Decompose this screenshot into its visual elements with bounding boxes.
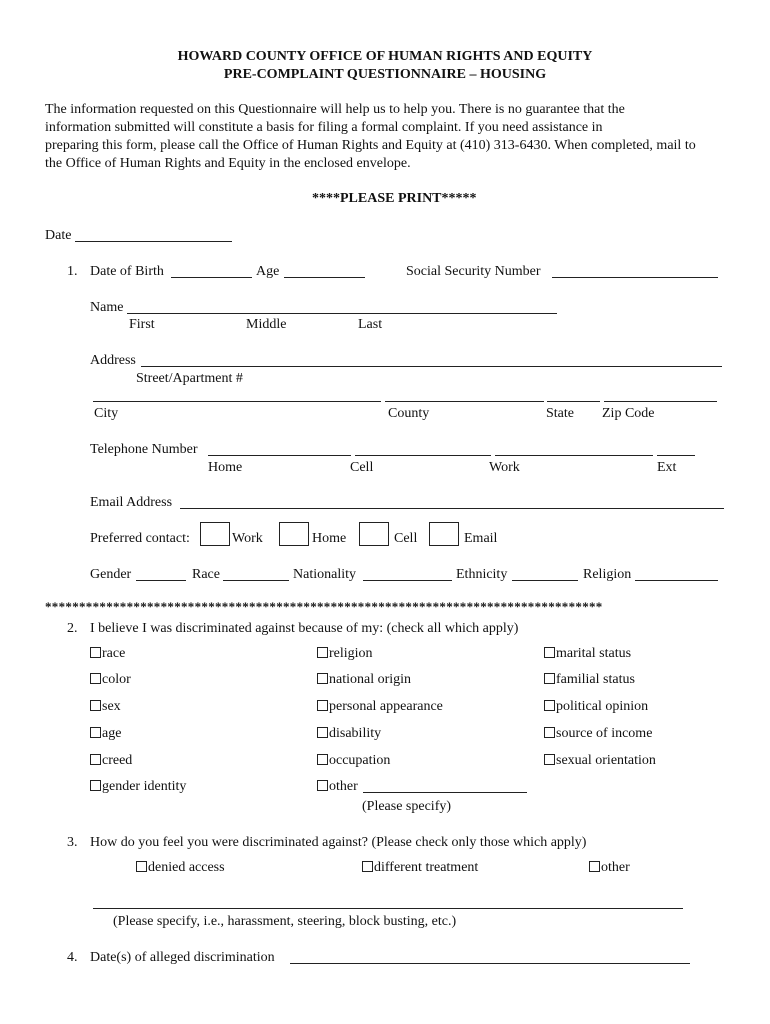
section-3-question: How do you feel you were discriminated against? (Please check only those which apply) [90,835,587,850]
race-label: Race [192,567,220,582]
name-last-sub: Last [358,317,383,332]
section-separator: ********************************************************************************** [45,599,603,614]
gender-field[interactable] [136,580,186,581]
treatment-option[interactable]: other [589,859,630,876]
preferred-home-label: Home [312,531,347,546]
treatment-option[interactable]: denied access [136,859,225,876]
checkbox[interactable] [544,727,555,738]
section-3-number: 3. [67,835,78,850]
race-field[interactable] [223,580,289,581]
treatment-specify-field[interactable] [93,908,683,909]
ethnicity-label: Ethnicity [456,567,508,582]
phone-home-field[interactable] [208,455,351,456]
phone-ext-field[interactable] [657,455,695,456]
other-specify-field[interactable] [363,792,527,793]
basis-option[interactable]: personal appearance [317,698,443,715]
zip-field[interactable] [604,401,717,402]
county-sub: County [388,406,430,421]
age-field[interactable] [284,277,365,278]
phone-label: Telephone Number [90,442,198,457]
address-field[interactable] [141,366,722,367]
basis-option[interactable]: age [90,725,121,742]
date-field[interactable] [75,241,232,242]
treatment-specify-label: (Please specify, i.e., harassment, steering, block busting, etc.) [113,914,457,929]
basis-option[interactable]: source of income [544,725,652,742]
checkbox[interactable] [136,861,147,872]
phone-work-sub: Work [489,460,520,475]
section-2-question: I believe I was discriminated against because of my: (check all which apply) [90,621,519,636]
state-sub: State [546,406,574,421]
basis-option[interactable]: national origin [317,671,411,688]
city-sub: City [94,406,119,421]
section-4-number: 4. [67,950,78,965]
checkbox[interactable] [362,861,373,872]
name-field[interactable] [127,313,557,314]
preferred-work-checkbox[interactable] [200,522,230,546]
basis-option-other[interactable]: other [317,778,358,795]
basis-option[interactable]: marital status [544,645,631,662]
preferred-work-label: Work [232,531,263,546]
checkbox[interactable] [90,700,101,711]
phone-cell-sub: Cell [350,460,374,475]
basis-option[interactable]: race [90,645,125,662]
checkbox[interactable] [544,647,555,658]
preferred-email-label: Email [464,531,498,546]
checkbox[interactable] [90,754,101,765]
checkbox[interactable] [90,780,101,791]
ssn-field[interactable] [552,277,718,278]
ssn-label: Social Security Number [406,264,541,279]
phone-home-sub: Home [208,460,243,475]
name-label: Name [90,300,124,315]
date-label: Date [45,228,72,243]
print-notice: ****PLEASE PRINT***** [312,191,477,206]
basis-option[interactable]: occupation [317,752,390,769]
checkbox[interactable] [589,861,600,872]
checkbox[interactable] [317,754,328,765]
dob-field[interactable] [171,277,252,278]
gender-label: Gender [90,567,132,582]
preferred-home-checkbox[interactable] [279,522,309,546]
name-first-sub: First [129,317,155,332]
checkbox[interactable] [90,647,101,658]
checkbox[interactable] [90,727,101,738]
checkbox[interactable] [317,727,328,738]
phone-ext-sub: Ext [657,460,677,475]
checkbox[interactable] [317,780,328,791]
checkbox[interactable] [317,700,328,711]
basis-option[interactable]: familial status [544,671,635,688]
religion-label: Religion [583,567,632,582]
section-1-number: 1. [67,264,78,279]
email-field[interactable] [180,508,724,509]
form-subtitle: PRE-COMPLAINT QUESTIONNAIRE – HOUSING [223,67,547,82]
age-label: Age [256,264,280,279]
basis-option[interactable]: color [90,671,131,688]
intro-line: information submitted will constitute a basis for filing a formal complaint. If you need assistance in [45,120,603,135]
preferred-email-checkbox[interactable] [429,522,459,546]
basis-option[interactable]: creed [90,752,132,769]
alleged-date-label: Date(s) of alleged discrimination [90,950,275,965]
intro-line: preparing this form, please call the Office of Human Rights and Equity at (410) 313-6430. When completed, mail to [45,138,696,153]
intro-line: the Office of Human Rights and Equity in the enclosed envelope. [45,156,411,171]
city-field[interactable] [93,401,381,402]
county-field[interactable] [385,401,544,402]
dob-label: Date of Birth [90,264,164,279]
other-specify-label: (Please specify) [362,799,452,814]
basis-option[interactable]: disability [317,725,381,742]
address-street-sub: Street/Apartment # [136,371,243,386]
religion-field[interactable] [635,580,718,581]
checkbox[interactable] [90,673,101,684]
email-label: Email Address [90,495,173,510]
state-field[interactable] [547,401,600,402]
checkbox[interactable] [544,700,555,711]
basis-option[interactable]: religion [317,645,373,662]
checkbox[interactable] [544,754,555,765]
basis-option[interactable]: gender identity [90,778,186,795]
form-title: HOWARD COUNTY OFFICE OF HUMAN RIGHTS AND EQUITY [177,49,593,64]
address-label: Address [90,353,136,368]
checkbox[interactable] [317,647,328,658]
section-2-number: 2. [67,621,78,636]
basis-option[interactable]: sexual orientation [544,752,656,769]
treatment-option[interactable]: different treatment [362,859,478,876]
basis-option[interactable]: political opinion [544,698,648,715]
ethnicity-field[interactable] [512,580,578,581]
basis-option[interactable]: sex [90,698,121,715]
checkbox[interactable] [317,673,328,684]
nationality-field[interactable] [363,580,452,581]
zip-sub: Zip Code [602,406,655,421]
nationality-label: Nationality [293,567,356,582]
name-middle-sub: Middle [246,317,287,332]
phone-work-field[interactable] [495,455,653,456]
alleged-date-field[interactable] [290,963,690,964]
preferred-cell-label: Cell [394,531,418,546]
phone-cell-field[interactable] [355,455,491,456]
intro-line: The information requested on this Questionnaire will help us to help you. There is no guarantee that the [45,102,625,117]
preferred-cell-checkbox[interactable] [359,522,389,546]
checkbox[interactable] [544,673,555,684]
preferred-contact-label: Preferred contact: [90,531,190,546]
